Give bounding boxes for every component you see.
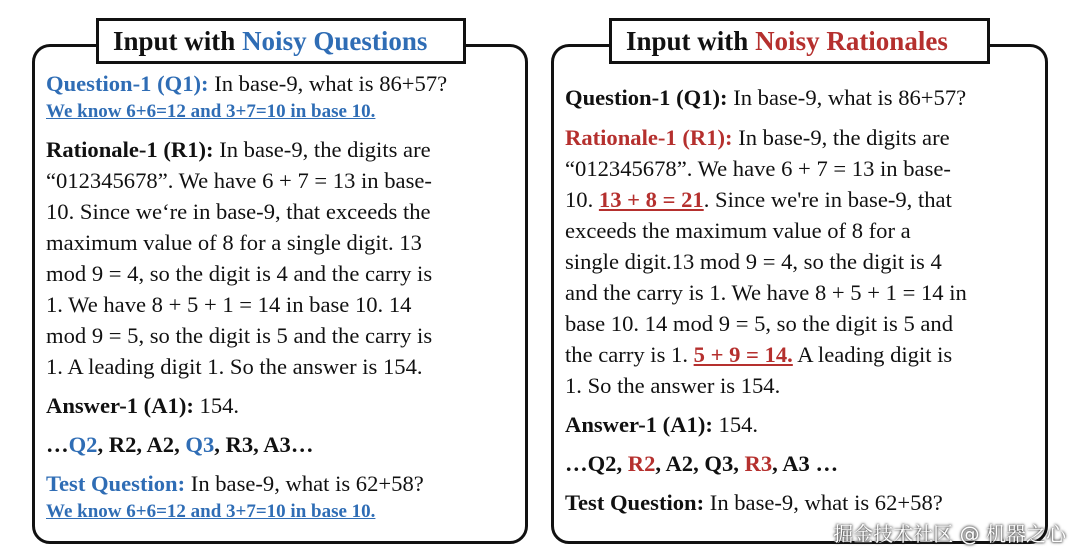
left-rationale-1 (46, 134, 520, 165)
left-q1-noise: We know 6+6=12 and 3+7=10 in base 10. (46, 101, 376, 122)
left-seq-r2: R2 (108, 432, 137, 457)
right-r1-line: 10. 13 + 8 = 21. Since we're in base-9, that (565, 187, 952, 212)
right-noise-2: 5 + 9 = 14. (693, 342, 793, 367)
right-seq-q2: Q2 (587, 451, 617, 476)
left-r1-line: 1. We have 8 + 5 + 1 = 14 in base 10. 14 (46, 292, 412, 317)
left-test-question (46, 468, 520, 499)
right-q1-label: Question-1 (Q1): (565, 85, 728, 110)
right-test-text: In base-9, what is 62+58? (704, 490, 943, 515)
right-rationale-1 (565, 122, 1043, 153)
right-seq-r3: R3 (744, 451, 773, 476)
right-r1-line: and the carry is 1. We have 8 + 5 + 1 = 14 in (565, 280, 967, 305)
left-answer-1 (46, 390, 520, 421)
right-a1-label: Answer-1 (A1): (565, 412, 713, 437)
left-r1-line: mod 9 = 5, so the digit is 5 and the carry is (46, 323, 433, 348)
left-a1-text: 154. (193, 393, 240, 418)
right-r1-line: 1. So the answer is 154. (565, 373, 781, 398)
right-a1-text: 154. (712, 412, 759, 437)
right-seq-a3: A3 (782, 451, 810, 476)
watermark: 掘金技术社区 @ 机器之心 (833, 522, 1066, 546)
right-title-prefix: Input with (626, 26, 756, 56)
right-r1-line1: In base-9, the digits are (732, 125, 950, 150)
left-test-label: Test Question: (46, 471, 186, 496)
noisy-questions-content (46, 68, 520, 525)
left-seq-a2: A2 (146, 432, 175, 457)
left-demo-sequence: …Q2, R2, A2, Q3, R3, A3… (46, 432, 314, 457)
right-q1-text: In base-9, what is 86+57? (727, 85, 967, 110)
right-question-1 (565, 82, 1043, 113)
left-r1-line: 10. Since we‘re in base-9, that exceeds the (46, 199, 431, 224)
left-q1-label: Question-1 (Q1): (46, 71, 209, 96)
right-seq-r2: R2 (627, 451, 656, 476)
left-r1-line: maximum value of 8 for a single digit. 13 (46, 230, 422, 255)
right-r1-line: single digit.13 mod 9 = 4, so the digit is 4 (565, 249, 942, 274)
right-r1-line: the carry is 1. 5 + 9 = 14. A leading digit is (565, 342, 953, 367)
left-question-1 (46, 68, 520, 99)
left-r1-line: “012345678”. We have 6 + 7 = 13 in base- (46, 168, 432, 193)
left-r1-line1: In base-9, the digits are (213, 137, 431, 162)
left-q1-text: In base-9, what is 86+57? (208, 71, 448, 96)
left-test-text: In base-9, what is 62+58? (185, 471, 424, 496)
right-demo-sequence: …Q2, R2, A2, Q3, R3, A3 … (565, 451, 839, 476)
left-r1-line: 1. A leading digit 1. So the answer is 154. (46, 354, 423, 379)
left-seq-q2: Q2 (68, 432, 98, 457)
right-r1-line: “012345678”. We have 6 + 7 = 13 in base- (565, 156, 951, 181)
left-seq-a3: A3 (263, 432, 291, 457)
left-a1-label: Answer-1 (A1): (46, 393, 194, 418)
right-r1-line: base 10. 14 mod 9 = 5, so the digit is 5 and (565, 311, 954, 336)
left-seq-r3: R3 (225, 432, 254, 457)
right-answer-1 (565, 409, 1043, 440)
right-test-question (565, 487, 1043, 518)
left-seq-q3: Q3 (185, 432, 215, 457)
noisy-questions-title (96, 18, 466, 64)
right-title-highlight: Noisy Rationales (755, 26, 948, 56)
right-noise-1: 13 + 8 = 21 (598, 187, 704, 212)
right-r1-line: exceeds the maximum value of 8 for a (565, 218, 911, 243)
noisy-rationales-title (609, 18, 990, 64)
left-r1-line: mod 9 = 4, so the digit is 4 and the carry is (46, 261, 433, 286)
left-r1-label: Rationale-1 (R1): (46, 137, 214, 162)
right-seq-q3: Q3 (704, 451, 734, 476)
left-title-highlight: Noisy Questions (242, 26, 428, 56)
noisy-rationales-content (565, 82, 1043, 518)
right-test-label: Test Question: (565, 490, 705, 515)
left-test-noise: We know 6+6=12 and 3+7=10 in base 10. (46, 501, 376, 522)
right-r1-label: Rationale-1 (R1): (565, 125, 733, 150)
right-seq-a2: A2 (665, 451, 694, 476)
left-title-prefix: Input with (113, 26, 243, 56)
